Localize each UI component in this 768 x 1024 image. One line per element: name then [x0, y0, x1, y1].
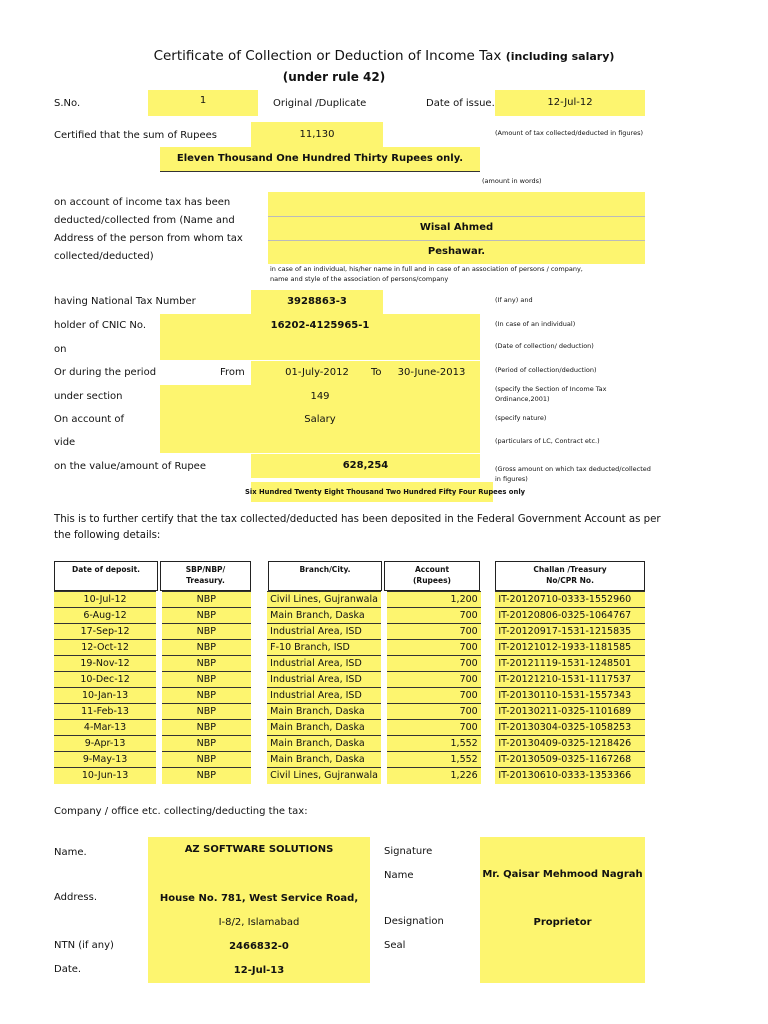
- deposit-gap: [481, 624, 496, 640]
- deposit-row: [54, 624, 645, 640]
- deposit-challan-cell[interactable]: IT-20130211-0325-1101689: [495, 704, 645, 720]
- person-name-field[interactable]: Wisal Ahmed: [268, 216, 645, 240]
- deposit-date-cell[interactable]: 19-Nov-12: [54, 656, 156, 672]
- deposit-date-cell[interactable]: 10-Jul-12: [54, 592, 156, 608]
- deposit-bank-cell[interactable]: NBP: [162, 720, 250, 736]
- deposit-bank-cell[interactable]: NBP: [162, 736, 250, 752]
- deposit-gap: [251, 752, 268, 768]
- company-name-label: Name.: [54, 847, 87, 858]
- deposit-date-cell[interactable]: 10-Dec-12: [54, 672, 156, 688]
- ntn-field[interactable]: 3928863-3: [251, 290, 383, 314]
- deposit-bank-cell[interactable]: NBP: [162, 640, 250, 656]
- from-label: From: [220, 367, 245, 378]
- deposit-date-cell[interactable]: 4-Mar-13: [54, 720, 156, 736]
- value-figures-field[interactable]: 628,254: [251, 454, 480, 478]
- sno-field[interactable]: 1: [148, 90, 258, 116]
- deposit-amount-cell[interactable]: 700: [387, 688, 481, 704]
- header-bank: [160, 561, 251, 591]
- header-bank-line1: SBP/NBP/: [185, 565, 226, 574]
- deposit-challan-cell[interactable]: IT-20120806-0325-1064767: [495, 608, 645, 624]
- deposit-amount-cell[interactable]: 700: [387, 656, 481, 672]
- deposit-amount-cell[interactable]: 700: [387, 608, 481, 624]
- deposit-date-cell[interactable]: 9-Apr-13: [54, 736, 156, 752]
- title-rule: (under rule 42): [282, 70, 386, 84]
- header-account-line1: Account: [414, 565, 450, 574]
- person-address-field[interactable]: Peshawar.: [268, 240, 645, 264]
- header-account-line2: (Rupees): [413, 576, 451, 585]
- ntn-label: having National Tax Number: [54, 296, 196, 307]
- address-line2-field[interactable]: I-8/2, Islamabad: [148, 911, 370, 935]
- deposit-amount-cell[interactable]: 700: [387, 672, 481, 688]
- amount-words-underline: [160, 171, 480, 172]
- deposit-gap: [481, 592, 496, 608]
- deposit-bank-cell[interactable]: NBP: [162, 592, 250, 608]
- deposit-row: [54, 656, 645, 672]
- amount-words-field[interactable]: Eleven Thousand One Hundred Thirty Rupees only.: [160, 147, 480, 171]
- header-branch: [268, 561, 382, 591]
- deposit-row: [54, 736, 645, 752]
- account-of-label: On account of: [54, 414, 125, 425]
- title-suffix: (including salary): [505, 50, 615, 63]
- deposit-table: [54, 591, 645, 784]
- deposit-date-cell[interactable]: 17-Sep-12: [54, 624, 156, 640]
- deposit-row: [54, 768, 645, 784]
- signer-name-field[interactable]: Mr. Qaisar Mehmood Nagrah: [480, 863, 645, 887]
- person-label: [54, 194, 243, 266]
- deposit-gap: [481, 608, 496, 624]
- deposit-branch-cell[interactable]: Main Branch, Daska: [267, 704, 381, 720]
- header-challan-line2: No/CPR No.: [546, 576, 594, 585]
- deposit-amount-cell[interactable]: 700: [387, 704, 481, 720]
- deposit-amount-cell[interactable]: 1,200: [387, 592, 481, 608]
- to-label: To: [371, 367, 382, 378]
- cnic-field[interactable]: 16202-4125965-1: [160, 314, 480, 338]
- deposit-gap: [251, 656, 268, 672]
- signer-blank-field[interactable]: [480, 887, 645, 911]
- account-of-field[interactable]: Salary: [160, 409, 480, 431]
- period-to-field[interactable]: 30-June-2013: [383, 361, 480, 385]
- company-date-field[interactable]: 12-Jul-13: [148, 959, 370, 983]
- header-account: [384, 561, 480, 591]
- person-note: [270, 264, 583, 284]
- deposit-row: [54, 704, 645, 720]
- signer-name-label: Name: [384, 870, 414, 881]
- address-label: Address.: [54, 892, 98, 903]
- deposit-challan-cell[interactable]: IT-20130610-0333-1353366: [495, 768, 645, 784]
- company-blank-field[interactable]: [148, 863, 370, 887]
- deposit-challan-cell[interactable]: IT-20130110-1531-1557343: [495, 688, 645, 704]
- deposit-branch-cell[interactable]: Industrial Area, ISD: [267, 656, 381, 672]
- deposit-challan-cell[interactable]: IT-20121012-1933-1181585: [495, 640, 645, 656]
- cnic-note: (In case of an individual): [495, 320, 576, 328]
- deposit-bank-cell[interactable]: NBP: [162, 608, 250, 624]
- period-note: (Period of collection/deduction): [495, 366, 597, 374]
- signature-field[interactable]: [480, 837, 645, 863]
- deposit-gap: [481, 688, 496, 704]
- deposit-challan-cell[interactable]: IT-20130409-0325-1218426: [495, 736, 645, 752]
- deposit-amount-cell[interactable]: 700: [387, 640, 481, 656]
- deposit-challan-cell[interactable]: IT-20121210-1531-1117537: [495, 672, 645, 688]
- deposit-row: [54, 752, 645, 768]
- deposit-bank-cell[interactable]: NBP: [162, 624, 250, 640]
- date-of-issue-label: Date of issue.: [426, 98, 495, 109]
- amount-figures-note: (Amount of tax collected/deducted in figures): [495, 129, 643, 137]
- deposit-amount-cell[interactable]: 1,226: [387, 768, 481, 784]
- value-note-line: in figures): [495, 475, 528, 483]
- seal-field[interactable]: [480, 935, 645, 959]
- deposit-gap: [251, 624, 268, 640]
- deposit-gap: [251, 768, 268, 784]
- person-label-line: Address of the person from whom tax: [54, 233, 243, 244]
- section-field[interactable]: 149: [160, 385, 480, 409]
- deposit-challan-cell[interactable]: IT-20120917-1531-1215835: [495, 624, 645, 640]
- header-date-of-deposit: [54, 561, 158, 591]
- deposit-gap: [481, 720, 496, 736]
- deposit-date-cell[interactable]: 10-Jun-13: [54, 768, 156, 784]
- designation-field[interactable]: Proprietor: [480, 911, 645, 935]
- deposit-gap: [481, 768, 496, 784]
- deposit-amount-cell[interactable]: 1,552: [387, 736, 481, 752]
- deposit-gap: [251, 640, 268, 656]
- deposit-branch-cell[interactable]: Main Branch, Daska: [267, 608, 381, 624]
- deposit-date-cell[interactable]: 12-Oct-12: [54, 640, 156, 656]
- company-ntn-label: NTN (if any): [54, 940, 114, 951]
- person-note-line: in case of an individual, his/her name in full and in case of an association of persons / company,: [270, 265, 583, 273]
- deposit-intro-line: the following details:: [54, 530, 161, 541]
- deposit-date-cell[interactable]: 11-Feb-13: [54, 704, 156, 720]
- period-from-field[interactable]: 01-July-2012: [251, 361, 383, 385]
- deposit-gap: [481, 656, 496, 672]
- header-challan: [495, 561, 645, 591]
- deposit-branch-cell[interactable]: Main Branch, Daska: [267, 736, 381, 752]
- deposit-date-cell[interactable]: 10-Jan-13: [54, 688, 156, 704]
- deposit-gap: [481, 704, 496, 720]
- deposit-branch-cell[interactable]: Main Branch, Daska: [267, 752, 381, 768]
- deposit-bank-cell[interactable]: NBP: [162, 752, 250, 768]
- certificate-title: [0, 48, 768, 64]
- certified-sum-label: Certified that the sum of Rupees: [54, 130, 217, 141]
- header-date-text: Date of deposit.: [71, 565, 141, 574]
- deposit-row: [54, 688, 645, 704]
- deposit-gap: [481, 640, 496, 656]
- period-label: Or during the period: [54, 367, 157, 378]
- deposit-row: [54, 672, 645, 688]
- deposit-branch-cell[interactable]: Civil Lines, Gujranwala: [267, 768, 381, 784]
- value-note-line: (Gross amount on which tax deducted/collected: [495, 465, 651, 473]
- section-label: under section: [54, 391, 123, 402]
- cnic-label: holder of CNIC No.: [54, 320, 147, 331]
- deposit-branch-cell[interactable]: Industrial Area, ISD: [267, 688, 381, 704]
- deposit-challan-cell[interactable]: IT-20120710-0333-1552960: [495, 592, 645, 608]
- deposit-date-cell[interactable]: 9-May-13: [54, 752, 156, 768]
- on-label: on: [54, 344, 67, 355]
- designation-label: Designation: [384, 916, 444, 927]
- address-line1-field[interactable]: House No. 781, West Service Road,: [148, 887, 370, 911]
- title-main: Certificate of Collection or Deduction of Income Tax: [153, 48, 502, 64]
- sno-label: S.No.: [54, 98, 81, 109]
- deposit-gap: [251, 608, 268, 624]
- value-words-field[interactable]: [245, 482, 526, 502]
- account-of-note: (specify nature): [495, 414, 547, 422]
- deposit-row: [54, 608, 645, 624]
- person-label-line: on account of income tax has been: [54, 197, 231, 208]
- vide-field[interactable]: [160, 431, 480, 453]
- deposit-row: [54, 592, 645, 608]
- deposit-challan-cell[interactable]: IT-20130304-0325-1058253: [495, 720, 645, 736]
- company-name-field[interactable]: AZ SOFTWARE SOLUTIONS: [148, 837, 370, 863]
- deposit-challan-cell[interactable]: IT-20121119-1531-1248501: [495, 656, 645, 672]
- on-note: (Date of collection/ deduction): [495, 342, 594, 350]
- deposit-amount-cell[interactable]: 700: [387, 720, 481, 736]
- section-note-line: (specify the Section of Income Tax: [495, 385, 607, 393]
- deposit-intro: [54, 512, 661, 544]
- header-bank-line2: Treasury.: [186, 576, 225, 585]
- person-label-line: deducted/collected from (Name and: [54, 215, 235, 226]
- vide-label: vide: [54, 437, 76, 448]
- deposit-bank-cell[interactable]: NBP: [162, 672, 250, 688]
- deposit-bank-cell[interactable]: NBP: [162, 704, 250, 720]
- deposit-gap: [251, 592, 268, 608]
- seal-label: Seal: [384, 940, 406, 951]
- deposit-branch-cell[interactable]: Industrial Area, ISD: [267, 624, 381, 640]
- deposit-branch-cell[interactable]: Civil Lines, Gujranwala: [267, 592, 381, 608]
- deposit-amount-cell[interactable]: 1,552: [387, 752, 481, 768]
- deposit-gap: [481, 736, 496, 752]
- seal-blank-field[interactable]: [480, 959, 645, 983]
- signature-label: Signature: [384, 846, 433, 857]
- deposit-gap: [251, 672, 268, 688]
- person-blank-field[interactable]: [268, 192, 645, 216]
- deposit-gap: [251, 720, 268, 736]
- deposit-gap: [251, 688, 268, 704]
- deposit-amount-cell[interactable]: 700: [387, 624, 481, 640]
- person-label-line: collected/deducted): [54, 251, 154, 262]
- deposit-bank-cell[interactable]: NBP: [162, 688, 250, 704]
- company-heading: Company / office etc. collecting/deducting the tax:: [54, 806, 308, 817]
- deposit-bank-cell[interactable]: NBP: [162, 768, 250, 784]
- vide-note: (particulars of LC, Contract etc.): [495, 437, 600, 445]
- original-duplicate-label: Original /Duplicate: [273, 98, 367, 109]
- deposit-gap: [481, 672, 496, 688]
- deposit-gap: [481, 752, 496, 768]
- deposit-bank-cell[interactable]: NBP: [162, 656, 250, 672]
- section-note-line: Ordinance,2001): [495, 395, 550, 403]
- deposit-challan-cell[interactable]: IT-20130509-0325-1167268: [495, 752, 645, 768]
- person-note-line: name and style of the association of persons/company: [270, 275, 449, 283]
- section-note: [495, 384, 607, 404]
- company-ntn-field[interactable]: 2466832-0: [148, 935, 370, 959]
- value-note: [495, 464, 651, 484]
- deposit-branch-cell[interactable]: Industrial Area, ISD: [267, 672, 381, 688]
- deposit-date-cell[interactable]: 6-Aug-12: [54, 608, 156, 624]
- header-challan-line1: Challan /Treasury: [533, 565, 607, 574]
- header-branch-text: Branch/City.: [299, 565, 351, 574]
- deposit-row: [54, 720, 645, 736]
- deposit-gap: [251, 736, 268, 752]
- company-date-label: Date.: [54, 964, 82, 975]
- value-words-text: Six Hundred Twenty Eight Thousand Two Hundred Fifty Four Rupees only: [245, 488, 526, 496]
- value-label: on the value/amount of Rupee: [54, 461, 206, 472]
- amount-words-note: (amount in words): [482, 177, 542, 185]
- deposit-branch-cell[interactable]: F-10 Branch, ISD: [267, 640, 381, 656]
- on-date-field[interactable]: [160, 338, 480, 360]
- deposit-branch-cell[interactable]: Main Branch, Daska: [267, 720, 381, 736]
- ntn-note: (If any) and: [495, 296, 533, 304]
- deposit-gap: [251, 704, 268, 720]
- deposit-row: [54, 640, 645, 656]
- deposit-intro-line: This is to further certify that the tax collected/deducted has been deposited in the Federal Government Account as per: [54, 514, 661, 525]
- amount-figures-field[interactable]: 11,130: [251, 122, 383, 148]
- date-of-issue-field[interactable]: 12-Jul-12: [495, 90, 645, 116]
